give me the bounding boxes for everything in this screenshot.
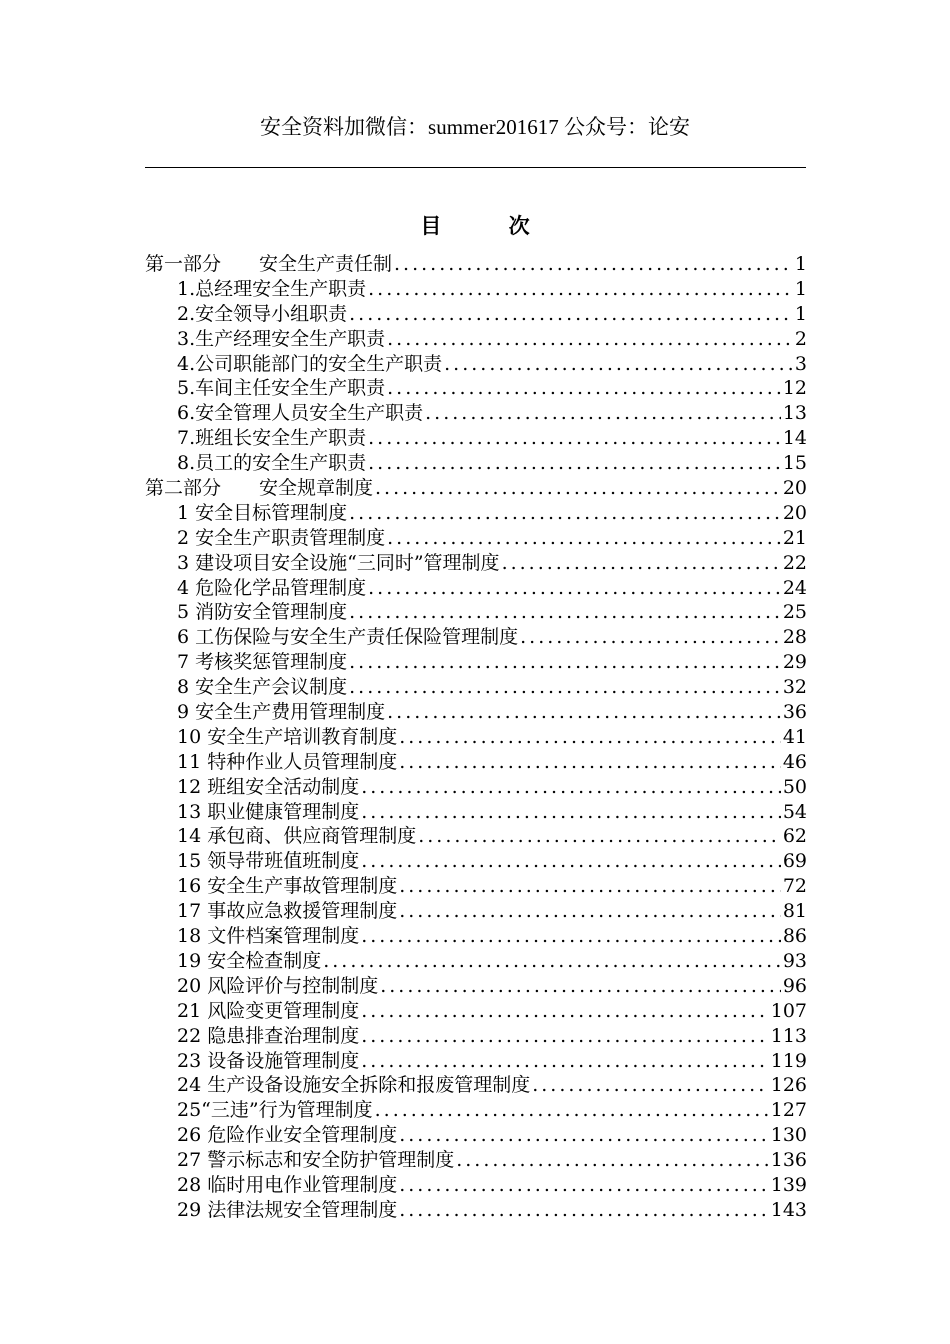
toc-entry-label: 6.安全管理人员安全生产职责 [177,402,424,425]
toc-entry[interactable] [145,1148,807,1173]
toc-dot-leader [368,576,781,601]
toc-title: 目 次 [420,213,560,238]
toc-dot-leader [361,999,769,1024]
toc-dot-leader [368,426,781,451]
toc-entry[interactable] [145,1073,807,1098]
toc-dot-leader [387,526,781,551]
toc-page-number: 36 [782,701,807,724]
toc-entry[interactable] [145,974,807,999]
toc-entry-label: 1.总经理安全生产职责 [177,277,367,300]
toc-dot-leader [520,625,781,650]
toc-page-number: 72 [782,875,807,898]
toc-entry[interactable] [145,576,807,601]
toc-entry-label: 9 安全生产费用管理制度 [177,701,386,724]
toc-entry[interactable] [145,625,807,650]
toc-dot-leader [349,501,781,526]
toc-entry[interactable] [145,874,807,899]
toc-entry-label: 19 安全检查制度 [177,949,322,972]
toc-entry[interactable] [145,501,807,526]
toc-entry-label: 8 安全生产会议制度 [177,676,348,699]
toc-entry[interactable] [145,302,807,327]
toc-entry[interactable] [145,401,807,426]
toc-page-number: 20 [782,501,807,524]
toc-entry-label: 10 安全生产培训教育制度 [177,725,398,748]
toc-entry[interactable] [145,451,807,476]
toc-page-number: 126 [770,1074,807,1097]
toc-dot-leader [425,401,781,426]
toc-page-number: 32 [782,676,807,699]
toc-entry[interactable] [145,725,807,750]
toc-entry[interactable] [145,999,807,1024]
toc-entry-label: 27 警示标志和安全防护管理制度 [177,1149,455,1172]
toc-entry[interactable] [145,775,807,800]
toc-entry-label: 1 安全目标管理制度 [177,501,348,524]
toc-page-number: 20 [782,477,807,500]
toc-entry[interactable] [145,824,807,849]
toc-page-number: 69 [782,850,807,873]
toc-page-number: 46 [782,750,807,773]
toc-dot-leader [399,1198,769,1223]
toc-entry-label: 18 文件档案管理制度 [177,925,360,948]
toc-dot-leader [349,650,781,675]
toc-entry[interactable] [145,849,807,874]
toc-dot-leader [375,476,781,501]
toc-entry-label: 14 承包商、供应商管理制度 [177,825,417,848]
toc-entry[interactable] [145,551,807,576]
toc-entry[interactable] [145,800,807,825]
toc-entry[interactable] [145,949,807,974]
toc-dot-leader [361,1049,769,1074]
toc-page-number: 81 [782,900,807,923]
toc-entry[interactable] [145,352,807,377]
toc-entry-label: 4.公司职能部门的安全生产职责 [177,352,443,375]
toc-dot-leader [380,974,781,999]
toc-dot-leader [387,376,781,401]
toc-dot-leader [418,824,781,849]
toc-page-number: 136 [770,1149,807,1172]
toc-page-number: 86 [782,925,807,948]
page-header-text: 安全资料加微信：summer201617 公众号：论安 [260,115,690,139]
toc-page-number: 1 [794,253,807,275]
toc-entry-label: 2.安全领导小组职责 [177,302,348,325]
toc-entry-label: 20 风险评价与控制制度 [177,974,379,997]
toc-page-number: 119 [770,1049,807,1072]
toc-entry-label: 12 班组安全活动制度 [177,775,360,798]
toc-page-number: 29 [782,651,807,674]
toc-dot-leader [399,1123,769,1148]
toc-dot-leader [387,327,793,352]
toc-entry-label: 13 职业健康管理制度 [177,800,360,823]
toc-page-number: 12 [782,377,807,400]
toc-entry[interactable] [145,327,807,352]
toc-page-number: 13 [782,402,807,425]
toc-page-number: 127 [770,1099,807,1122]
toc-dot-leader [323,949,781,974]
toc-entry-label: 26 危险作业安全管理制度 [177,1124,398,1147]
toc-section-entry[interactable] [145,252,807,277]
toc-page-number: 1 [794,302,807,325]
toc-entry-label: 7.班组长安全生产职责 [177,427,367,450]
toc-entry-label: 15 领导带班值班制度 [177,850,360,873]
toc-page-number: 28 [782,626,807,649]
toc-entry-label: 7 考核奖惩管理制度 [177,651,348,674]
toc-entry-label: 25“三违”行为管理制度 [177,1099,373,1122]
toc-entry-label: 5.车间主任安全生产职责 [177,377,386,400]
toc-entry-label: 21 风险变更管理制度 [177,999,360,1022]
toc-entry-label: 2 安全生产职责管理制度 [177,526,386,549]
toc-dot-leader [361,775,781,800]
toc-entry[interactable] [145,1098,807,1123]
toc-entry[interactable] [145,924,807,949]
toc-entry-label: 第二部分 安全规章制度 [145,477,374,500]
toc-entry-label: 3.生产经理安全生产职责 [177,327,386,350]
toc-entry[interactable] [145,426,807,451]
toc-page-number: 113 [770,1024,807,1047]
toc-page-number: 15 [782,452,807,475]
toc-dot-leader [349,302,793,327]
toc-dot-leader [399,750,781,775]
toc-page-number: 41 [782,725,807,748]
toc-dot-leader [502,551,781,576]
toc-entry[interactable] [145,1198,807,1223]
toc-page-number: 21 [782,526,807,549]
toc-page-number: 22 [782,551,807,574]
toc-entry-label: 第一部分 安全生产责任制 [145,253,393,275]
toc-page-number: 143 [770,1198,807,1221]
toc-entry-label: 17 事故应急救援管理制度 [177,900,398,923]
toc-page-number: 130 [770,1124,807,1147]
toc-entry[interactable] [145,1173,807,1198]
toc-entry[interactable] [145,600,807,625]
toc-entry[interactable] [145,650,807,675]
table-of-contents [145,252,807,1223]
toc-dot-leader [361,924,781,949]
toc-entry-label: 4 危险化学品管理制度 [177,576,367,599]
toc-entry-label: 6 工伤保险与安全生产责任保险管理制度 [177,626,519,649]
toc-entry[interactable] [145,750,807,775]
toc-page-number: 50 [782,775,807,798]
toc-entry-label: 29 法律法规安全管理制度 [177,1198,398,1221]
toc-dot-leader [349,600,781,625]
toc-entry-label: 24 生产设备设施安全拆除和报废管理制度 [177,1074,531,1097]
toc-page-number: 14 [782,427,807,450]
toc-entry[interactable] [145,700,807,725]
toc-page-number: 25 [782,601,807,624]
header-rule [145,167,806,168]
toc-entry-label: 22 隐患排查治理制度 [177,1024,360,1047]
toc-dot-leader [399,899,781,924]
toc-dot-leader [368,451,781,476]
toc-dot-leader [349,675,781,700]
toc-entry[interactable] [145,376,807,401]
toc-page-number: 24 [782,576,807,599]
toc-entry[interactable] [145,675,807,700]
toc-dot-leader [387,700,781,725]
toc-dot-leader [444,352,793,377]
toc-page-number: 3 [794,352,807,375]
toc-entry-label: 23 设备设施管理制度 [177,1049,360,1072]
toc-entry-label: 8.员工的安全生产职责 [177,452,367,475]
toc-dot-leader [361,1024,769,1049]
toc-page-number: 107 [770,999,807,1022]
toc-entry[interactable] [145,277,807,302]
toc-page-number: 54 [782,800,807,823]
toc-page-number: 62 [782,825,807,848]
toc-entry-label: 28 临时用电作业管理制度 [177,1173,398,1196]
toc-dot-leader [399,725,781,750]
toc-dot-leader [368,277,793,302]
toc-entry-label: 3 建设项目安全设施“三同时”管理制度 [177,551,500,574]
toc-entry-label: 11 特种作业人员管理制度 [177,750,398,773]
toc-dot-leader [532,1073,769,1098]
toc-dot-leader [394,252,793,277]
toc-entry[interactable] [145,1049,807,1074]
toc-section-entry[interactable] [145,476,807,501]
toc-entry-label: 5 消防安全管理制度 [177,601,348,624]
toc-entry[interactable] [145,899,807,924]
toc-entry[interactable] [145,1024,807,1049]
toc-dot-leader [375,1098,769,1123]
toc-dot-leader [361,800,781,825]
toc-entry-label: 16 安全生产事故管理制度 [177,875,398,898]
toc-page-number: 93 [782,949,807,972]
toc-dot-leader [456,1148,769,1173]
toc-entry[interactable] [145,526,807,551]
toc-dot-leader [399,1173,769,1198]
toc-entry[interactable] [145,1123,807,1148]
toc-page-number: 96 [782,974,807,997]
toc-page-number: 2 [794,327,807,350]
toc-page-number: 139 [770,1173,807,1196]
toc-dot-leader [399,874,781,899]
toc-dot-leader [361,849,781,874]
toc-page-number: 1 [794,277,807,300]
